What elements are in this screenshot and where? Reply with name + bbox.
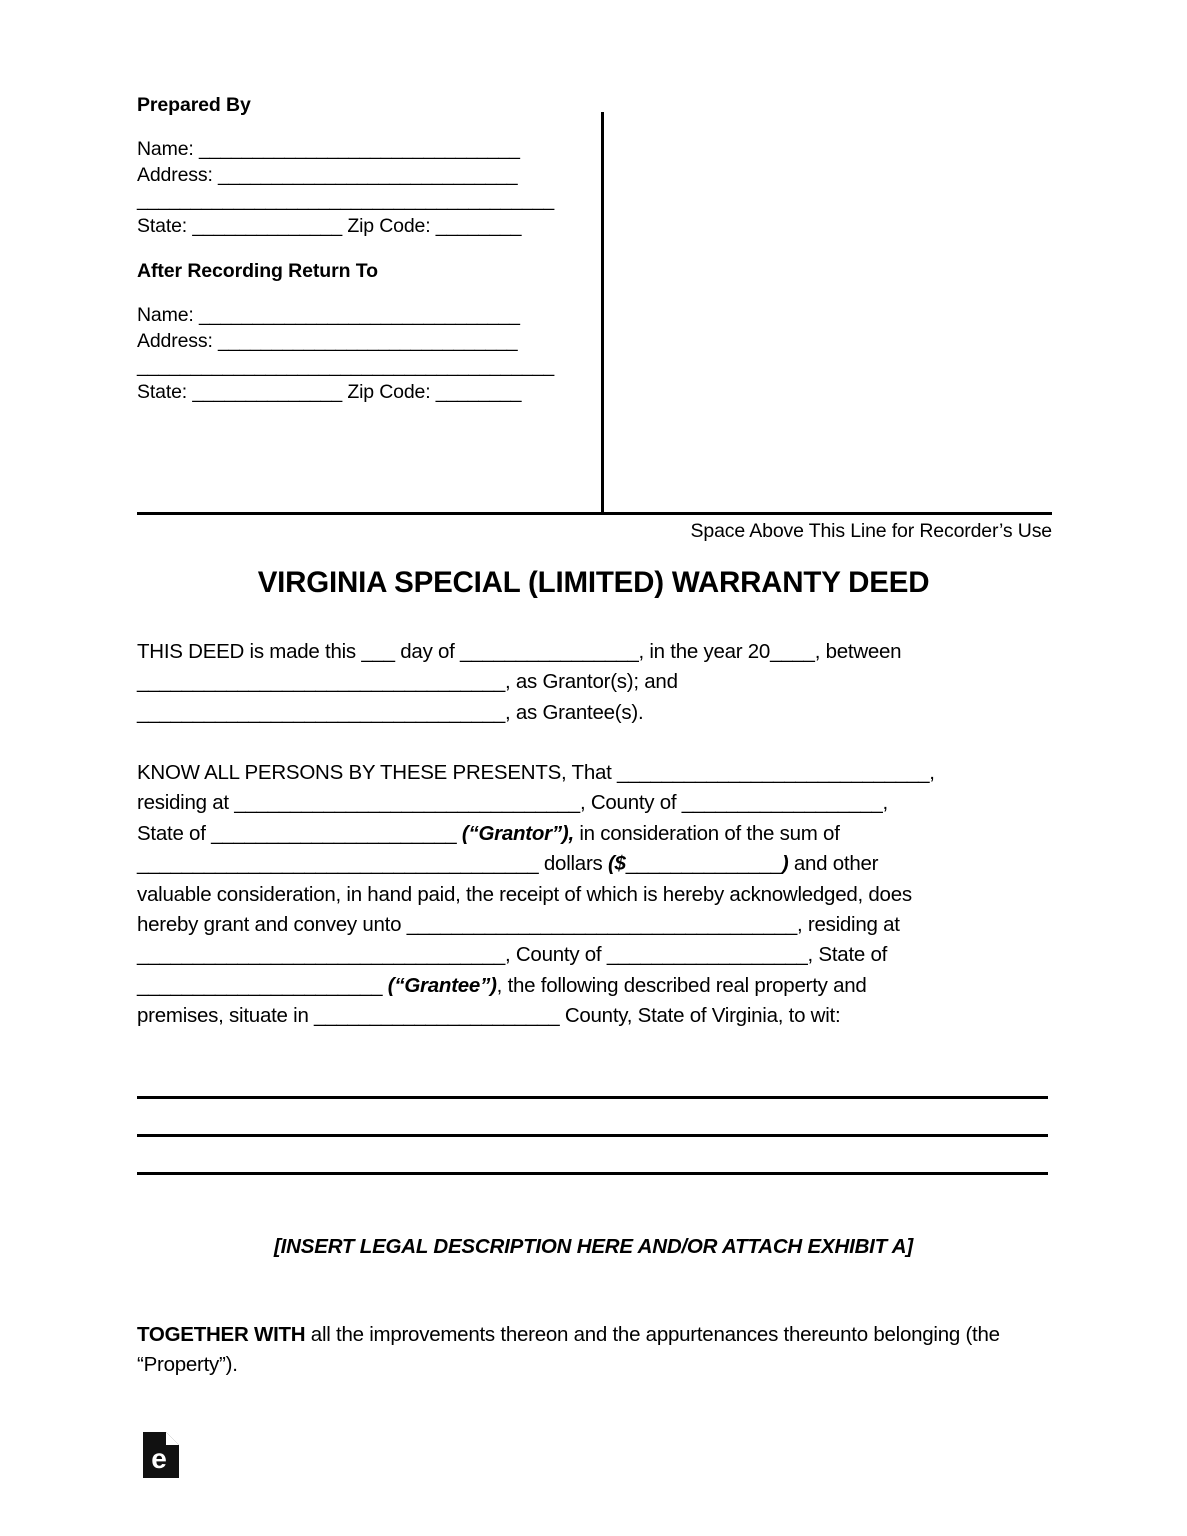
return-to-address-field[interactable]: Address: ____________________________ [137,329,518,352]
return-to-name-field[interactable]: Name: ______________________________ [137,304,520,326]
spacer [137,118,597,137]
grantor-name-line[interactable]: _________________________________, as Grantor(s); and [137,670,678,694]
deed-date-line[interactable]: THIS DEED is made this ___ day of ________________, in the year 20____, between [137,640,902,663]
eforms-logo[interactable] [143,1432,179,1478]
dollar-amount-blank[interactable]: ______________ [625,852,782,876]
grantor-state-blank[interactable]: State of ______________________ [137,821,462,845]
dollar-paren-close: ) [781,852,789,876]
dollar-sign-open: ($ [607,852,626,876]
file-e-icon [143,1432,179,1478]
dollars-words-blank[interactable]: ____________________________________ dollars [137,852,608,876]
prepared-by-address-field-2[interactable]: _______________________________________ [137,189,555,211]
deed-granting-paragraph [137,758,1053,1032]
deed-intro-paragraph [137,637,1053,728]
grantee-defined-term: (“Grantee”) [387,973,497,997]
recorder-use-caption: Space Above This Line for Recorder’s Use [690,520,1052,542]
blank-line[interactable] [137,1096,1048,1099]
together-with-paragraph [137,1320,1037,1381]
described-property-text: , the following described real property and [496,973,867,997]
know-all-persons-line[interactable]: KNOW ALL PERSONS BY THESE PRESENTS, That ____________________________, [137,761,935,784]
prepared-by-heading: Prepared By [137,94,251,116]
grant-convey-line[interactable]: hereby grant and convey unto ___________________________________, residing at [137,913,900,937]
recorder-header-block [137,92,1052,517]
prepared-by-address-field[interactable]: Address: ____________________________ [137,163,518,186]
and-other-text: and other [788,852,879,876]
grantee-name-line[interactable]: _________________________________, as Grantee(s). [137,700,644,724]
spacer [137,239,597,258]
blank-line[interactable] [137,1134,1048,1137]
grantee-state-line[interactable] [137,971,1053,1001]
page-title: VIRGINIA SPECIAL (LIMITED) WARRANTY DEED [257,566,930,599]
grantor-residence-line[interactable]: residing at _______________________________, County of __________________, [137,791,888,815]
prepared-by-name-field[interactable]: Name: ______________________________ [137,138,520,160]
spacer [137,284,597,303]
grantor-defined-term: (“Grantor”), [461,821,574,845]
consideration-amount-line[interactable] [137,849,1053,879]
grantee-state-blank[interactable]: ______________________ [137,973,388,997]
premises-county-line[interactable]: premises, situate in ______________________ County, State of Virginia, to wit: [137,1004,841,1028]
prepared-by-state-zip-field[interactable]: State: ______________ Zip Code: ________ [137,214,522,237]
return-to-address-field-2[interactable]: _______________________________________ [137,355,555,377]
blank-line[interactable] [137,1172,1048,1175]
grantee-residence-line[interactable]: _________________________________, County of __________________, State of [137,943,888,967]
legal-description-blank-lines [137,1096,1048,1210]
consideration-text: in consideration of the sum of [573,821,840,845]
recorder-vertical-divider [601,112,604,513]
valuable-consideration-line: valuable consideration, in hand paid, the receipt of which is hereby acknowledged, does [137,882,912,906]
together-with-label: TOGETHER WITH [137,1323,306,1346]
recorder-left-column [137,92,597,405]
logo-letter: e [151,1443,167,1474]
insert-legal-description-note: [INSERT LEGAL DESCRIPTION HERE AND/OR ATTACH EXHIBIT A] [274,1235,913,1258]
recorder-horizontal-rule [137,512,1052,515]
grantor-state-line[interactable] [137,819,1053,849]
together-with-text: all the improvements thereon and the appurtenances thereunto belonging (the “Property”). [137,1323,1000,1377]
return-to-state-zip-field[interactable]: State: ______________ Zip Code: ________ [137,380,522,403]
after-recording-return-to-heading: After Recording Return To [137,260,378,282]
